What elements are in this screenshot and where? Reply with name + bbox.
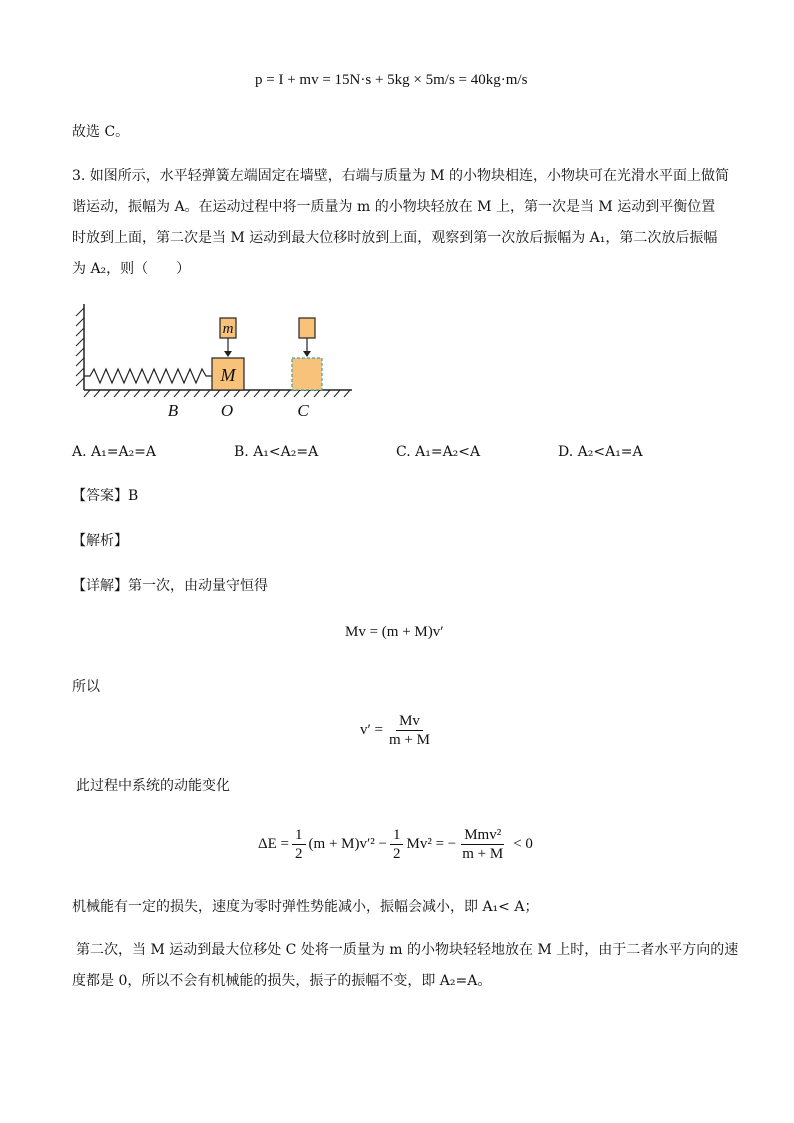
question-line-3: 时放到上面，第二次是当 M 运动到最大位移时放到上面，观察到第一次放后振幅为 A₁，第二次放后振幅 xyxy=(72,230,718,246)
eq2-numerator: Mv xyxy=(396,712,423,731)
block-at-C xyxy=(292,358,322,390)
option-d: D. A₂<A₁=A xyxy=(558,444,643,460)
analysis-label: 【解析】 xyxy=(72,533,128,549)
eq3-lhs: ΔE = xyxy=(258,836,290,852)
eq3-half-1 xyxy=(292,826,306,863)
eq3-fraction-3 xyxy=(459,826,506,863)
label-M: M xyxy=(220,365,236,385)
label-m: m xyxy=(222,321,234,337)
spring-block-figure xyxy=(70,300,360,425)
eq3-half-1-den: 2 xyxy=(295,846,303,862)
energy-label: 此过程中系统的动能变化 xyxy=(76,778,230,794)
option-b: B. A₁<A₂=A xyxy=(234,444,319,460)
detail-line: 【详解】第一次，由动量守恒得 xyxy=(72,578,268,594)
eq3-half-1-num: 1 xyxy=(292,826,306,845)
eq2-lhs: v′ = xyxy=(360,722,383,738)
label-C: C xyxy=(297,401,309,420)
momentum-conservation-equation: Mv = (m + M)v′ xyxy=(345,624,444,640)
arrow-1-head xyxy=(224,351,232,357)
wall-hatching xyxy=(76,308,84,386)
eq2-denominator: m + M xyxy=(389,732,430,748)
arrow-2-head xyxy=(303,351,311,357)
eq3-frac3-den: m + M xyxy=(462,846,504,862)
question-line-2: 谐运动，振幅为 A。在运动过程中将一质量为 m 的小物块轻放在 M 上，第一次是当 M 运动到平衡位置 xyxy=(72,199,716,215)
eq3-tail: < 0 xyxy=(513,836,533,852)
eq3-half-2-num: 1 xyxy=(390,826,404,845)
second-case-line-2: 度都是 0，所以不会有机械能的损失，振子的振幅不变，即 A₂=A。 xyxy=(72,973,492,989)
eq3-frac3-num: Mmv² xyxy=(461,826,504,845)
option-c: C. A₁=A₂<A xyxy=(396,444,481,460)
energy-change-equation xyxy=(258,826,533,863)
velocity-equation xyxy=(360,712,436,749)
eq3-mid-1: (m + M)v′² − xyxy=(308,836,387,852)
answer-line: 【答案】B xyxy=(72,488,139,504)
floor-hatching xyxy=(84,390,350,397)
question-line-4: 为 A₂，则（ ） xyxy=(72,261,191,277)
spring xyxy=(84,369,212,383)
eq3-half-2-den: 2 xyxy=(392,846,401,862)
second-case-line-1: 第二次，当 M 运动到最大位移处 C 处将一质量为 m 的小物块轻轻地放在 M 上时，由于二者水平方向的速 xyxy=(76,942,739,958)
choice-conclusion: 故选 C。 xyxy=(72,124,130,140)
eq3-mid-2: Mv² = − xyxy=(406,836,457,852)
so-label: 所以 xyxy=(72,679,100,695)
option-a: A. A₁=A₂=A xyxy=(72,444,157,460)
label-B: B xyxy=(167,401,179,420)
question-line-1: 3. 如图所示，水平轻弹簧左端固定在墙壁，右端与质量为 M 的小物块相连，小物块可在光滑水平面上做简 xyxy=(72,168,730,184)
mechanical-energy-line: 机械能有一定的损失，速度为零时弹性势能减小，振幅会减小，即 A₁< A； xyxy=(72,899,539,915)
label-O: O xyxy=(220,401,234,420)
block-m-C xyxy=(299,318,315,338)
eq2-fraction xyxy=(386,712,433,749)
eq3-half-2 xyxy=(390,826,404,863)
momentum-equation: p = I + mv = 15N·s + 5kg × 5m/s = 40kg·m/s xyxy=(255,72,528,88)
